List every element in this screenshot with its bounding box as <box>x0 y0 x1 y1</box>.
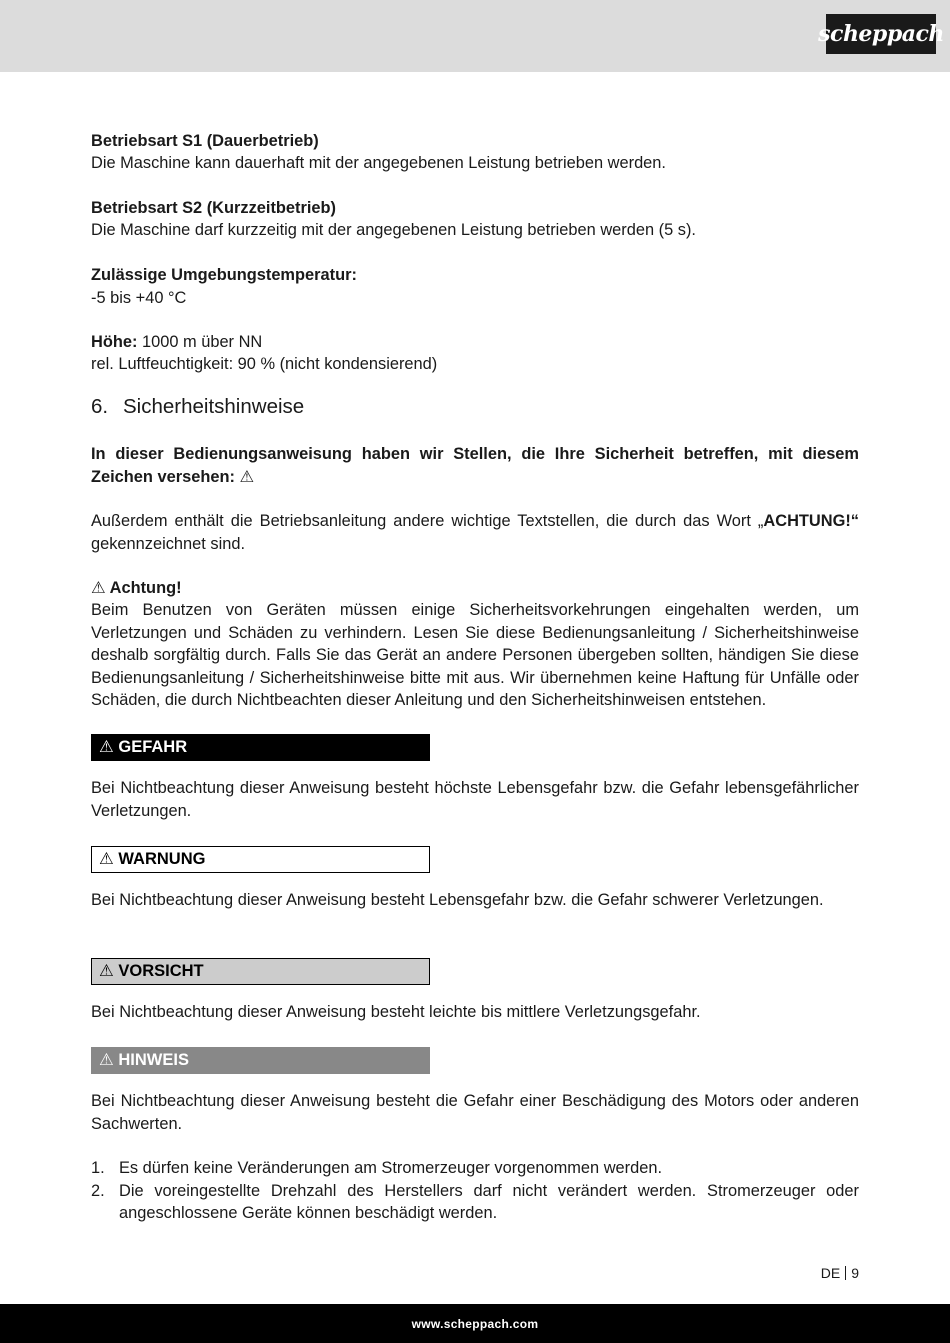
footer-band <box>0 1304 950 1343</box>
list-item-text: Es dürfen keine Veränderungen am Stromerzeuger vorgenommen werden. <box>119 1159 663 1177</box>
page-number <box>821 1264 859 1282</box>
list-item <box>91 1157 859 1180</box>
altitude-label: Höhe: <box>91 333 138 351</box>
warning-text: Bei Nichtbeachtung dieser Anweisung besteht Lebensgefahr bzw. die Gefahr schwerer Verletzungen. <box>91 891 824 909</box>
achtung-note-keyword: ACHTUNG!“ <box>763 512 859 530</box>
list-item <box>91 1180 859 1225</box>
section-number: 6. <box>91 395 109 418</box>
humidity-line: rel. Luftfeuchtigkeit: 90 % (nicht kondensierend) <box>91 355 438 373</box>
rules-list <box>91 1157 859 1225</box>
danger-label: ⚠ GEFAHR <box>91 734 430 761</box>
altitude-value: 1000 m über NN <box>137 333 263 351</box>
brand-logo: scheppach <box>826 14 936 54</box>
list-item-number: 2. <box>91 1181 105 1200</box>
attention-text: Beim Benutzen von Geräten müssen einige Sicherheitsvorkehrungen eingehalten werden, um Verletzungen und Schäden zu verhindern. Lesen Sie diese Bedienungsanleitung / Sicherheitshinweise deshalb sorgfältig durch. Falls Sie das Gerät an andere Personen übergeben sollten, händigen Sie diese Bedienungsanleitung / Sicherheitshinweise bitte mit aus. Wir übernehmen keine Haftung für Unfälle oder Schäden, die durch Nichtbeachten dieser Anleitung und den Sicherheitshinweisen entstehen. <box>91 601 859 709</box>
notice-text: Bei Nichtbeachtung dieser Anweisung besteht die Gefahr einer Beschädigung des Motors oder anderen Sachwerten. <box>91 1092 859 1133</box>
notice-label: ⚠ HINWEIS <box>91 1047 430 1074</box>
caution-label: ⚠ VORSICHT <box>91 958 430 985</box>
ambient-value: -5 bis +40 °C <box>91 289 187 307</box>
page-number-value: 9 <box>851 1265 859 1281</box>
caution-text: Bei Nichtbeachtung dieser Anweisung besteht leichte bis mittlere Verletzungsgefahr. <box>91 1003 701 1021</box>
page-separator <box>845 1266 846 1280</box>
section-heading <box>91 394 304 420</box>
achtung-note-pre: Außerdem enthält die Betriebsanleitung andere wichtige Textstellen, die durch das Wort „ <box>91 512 764 530</box>
danger-text: Bei Nichtbeachtung dieser Anweisung besteht höchste Lebensgefahr bzw. die Gefahr lebensgefährlicher Verletzungen. <box>91 779 859 820</box>
list-item-text: Die voreingestellte Drehzahl des Herstellers darf nicht verändert werden. Stromerzeuger oder angeschlossene Geräte können beschädigt werden. <box>119 1181 859 1222</box>
warning-label: ⚠ WARNUNG <box>91 846 430 873</box>
page-language: DE <box>820 1265 841 1281</box>
section-title: Sicherheitshinweise <box>123 395 305 418</box>
achtung-note <box>91 510 859 555</box>
header-band <box>0 0 950 72</box>
altitude-line <box>91 331 859 354</box>
ambient-title: Zulässige Umgebungstemperatur: <box>91 266 357 284</box>
achtung-note-post: gekennzeichnet sind. <box>91 534 245 553</box>
s1-text: Die Maschine kann dauerhaft mit der angegebenen Leistung betrieben werden. <box>91 154 666 172</box>
attention-title: ⚠ Achtung! <box>91 579 182 597</box>
section-intro: In dieser Bedienungsanweisung haben wir Stellen, die Ihre Sicherheit betreffen, mit diesem Zeichen versehen: ⚠ <box>91 445 859 486</box>
s2-title: Betriebsart S2 (Kurzzeitbetrieb) <box>91 199 337 217</box>
s2-text: Die Maschine darf kurzzeitig mit der angegebenen Leistung betrieben werden (5 s). <box>91 221 696 239</box>
footer-url: www.scheppach.com <box>411 1316 539 1331</box>
s1-title: Betriebsart S1 (Dauerbetrieb) <box>91 132 319 150</box>
list-item-number: 1. <box>91 1159 105 1177</box>
